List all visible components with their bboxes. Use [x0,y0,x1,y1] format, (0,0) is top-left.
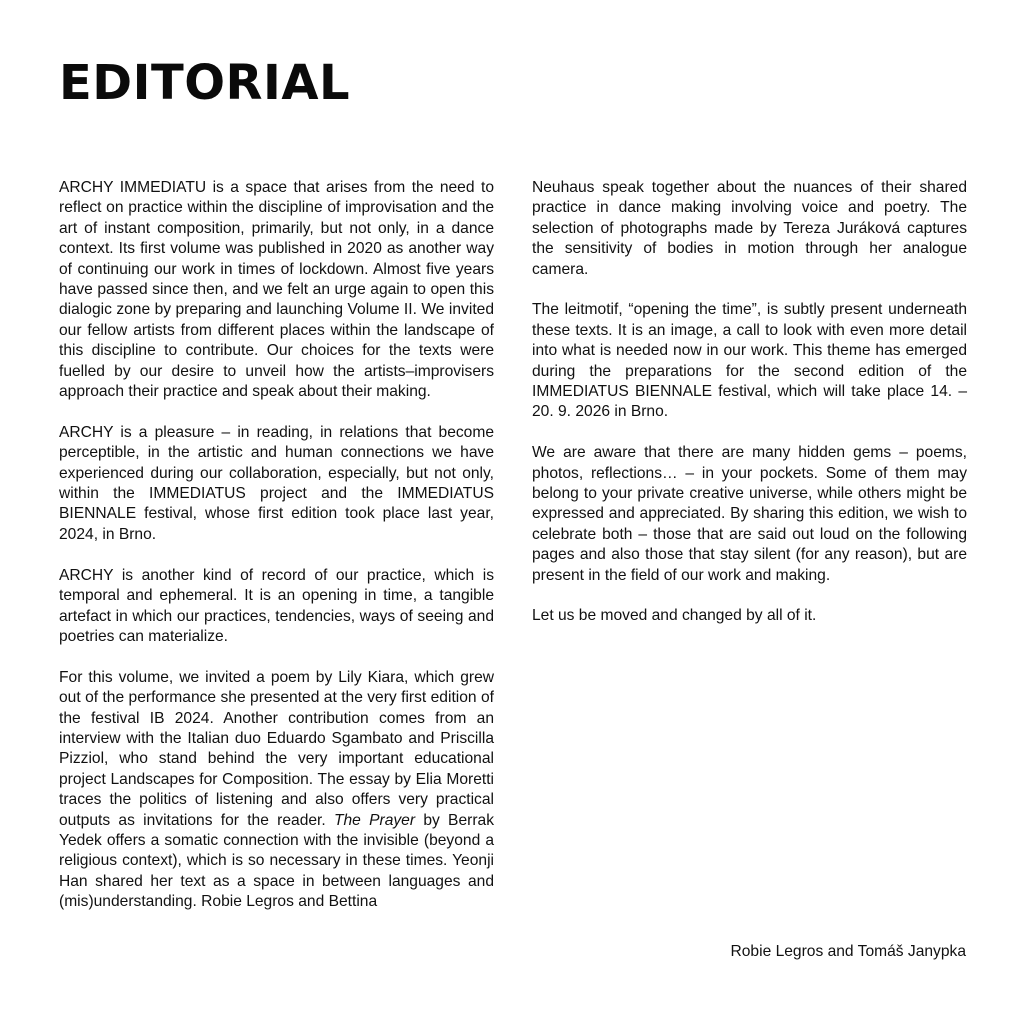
paragraph-closing: Let us be moved and changed by all of it. [532,607,817,625]
right-column [532,178,967,627]
paragraph-record: ARCHY is another kind of record of our practice, which is temporal and ephemeral. It is an opening in time, a tangible artefact in which our practices, tendencies, ways of seeing and poetries can materialize. [59,566,494,645]
paragraph-pleasure: ARCHY is a pleasure – in reading, in relations that become perceptible, in the artistic and human connections we have experienced during our collaboration, especially, but not only, within the IMMEDIATUS project and the IMMEDIATUS BIENNALE festival, whose first edition took place last year, 2024, in Brno. [59,423,494,543]
paragraph-leitmotif: The leitmotif, “opening the time”, is subtly present underneath these texts. It is an image, a call to look with even more detail into what is needed now in our work. This theme has emerged during the preparations for the second edition of the IMMEDIATUS BIENNALE festival, which will take place 14. – 20. 9. 2026 in Brno. [532,301,967,421]
paragraph-intro: ARCHY IMMEDIATU is a space that arises from the need to reflect on practice within the discipline of improvisation and the art of instant composition, primarily, but not only, in a dance context. Its first volume was published in 2020 as another way of continuing our work in times of lockdown. Almost five years have passed since then, and we felt an urge again to open this dialogic zone by preparing and launching Volume II. We invited our fellow artists from different places within the landscape of this discipline to contribute. Our choices for the texts were fuelled by our desire to unveil how the artists–improvisers approach their practice and speak about their making. [59,179,494,401]
paragraph-hidden-gems: We are aware that there are many hidden gems – poems, photos, reflections… – in your pockets. Some of them may belong to your private creative universe, while others might be expressed and appreciated. By sharing this edition, we wish to celebrate both – those that are said out loud on the following pages and also those that stay silent (for any reason), but are present in the field of our work and making. [532,444,967,584]
prayer-title: The Prayer [333,811,416,829]
author-signature: Robie Legros and Tomáš Janypka [730,943,966,960]
left-column [59,178,494,913]
paragraph-continuation: Neuhaus speak together about the nuances of their shared practice in dance making involving voice and poetry. The selection of photographs made by Tereza Juráková captures the sensitivity of bodies in motion through her analogue camera. [532,179,967,278]
page-title: EDITORIAL [59,55,351,111]
paragraph-contributions [59,668,494,913]
contributions-text-start: For this volume, we invited a poem by Lily Kiara, which grew out of the performance she presented at the very first edition of the festival IB 2024. Another contribution comes from an interview with the Italian duo Eduardo Sgambato and Priscilla Pizziol, who stand behind the very important educational project Landscapes for Composition. The essay by Elia Moretti traces the politics of listening and also offers very practical outputs as invitations for the reader. [59,668,494,829]
contributions-text-end: by Berrak Yedek offers a somatic connection with the invisible (beyond a religious context), which is so necessary in these times. Yeonji Han shared her text as a space in between languages and (mis)understanding. Robie Legros and Bettina [59,811,494,911]
